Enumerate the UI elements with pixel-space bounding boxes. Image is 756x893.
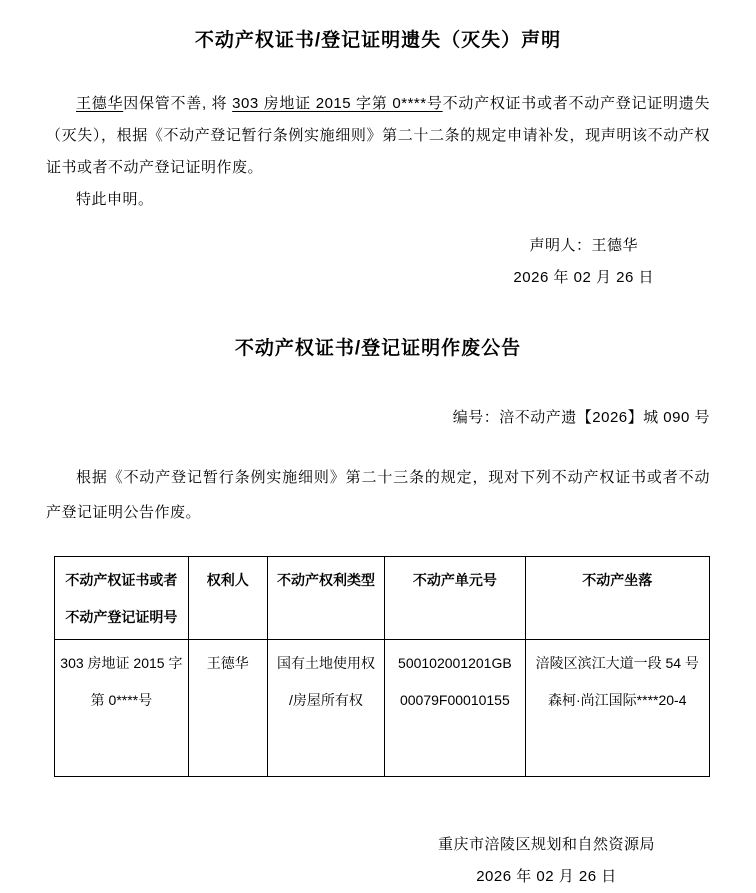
issuer-name: 重庆市涪陵区规划和自然资源局 (437, 836, 655, 853)
cell-line: 303 房地证 2015 字 (60, 655, 183, 671)
declaration-paragraph (46, 88, 710, 184)
cell-unit-number (385, 640, 525, 777)
announcement-doc-number: 编号：涪不动产遗【2026】城 090 号 (452, 409, 710, 426)
cell-right-type (267, 640, 385, 777)
cell-line: 森柯·尚江国际****20-4 (548, 692, 687, 708)
header-line: 不动产权利类型 (276, 572, 375, 588)
declaration-title: 不动产权证书/登记证明遗失（灭失）声明 (194, 30, 562, 51)
announcement-date: 2026 年 02 月 26 日 (476, 868, 617, 885)
header-right-holder (188, 557, 267, 640)
declaration-text-mid: 因保管不善, 将 (123, 95, 233, 112)
header-certificate-number (55, 557, 189, 640)
header-line: 不动产坐落 (582, 572, 653, 588)
cell-line: 王德华 (206, 655, 249, 671)
cell-right-holder (188, 640, 267, 777)
declaration-closing: 特此申明。 (76, 191, 154, 208)
header-line: 不动产登记证明号 (65, 609, 178, 625)
issuer-signature-block (438, 829, 655, 893)
header-line: 不动产单元号 (412, 572, 497, 588)
declaration-signature-block (513, 230, 654, 294)
cell-line: 第 0****号 (90, 692, 153, 708)
cell-location (525, 640, 709, 777)
cell-line: /房屋所有权 (289, 692, 363, 708)
cell-line: 国有土地使用权 (276, 655, 375, 671)
header-unit-number (385, 557, 525, 640)
declarant-name-underlined: 王德华 (76, 95, 124, 112)
header-location (525, 557, 709, 640)
table-data-row (55, 640, 710, 777)
cell-line: 500102001201GB (398, 655, 512, 671)
cancellation-table (54, 556, 710, 777)
cell-line: 涪陵区滨江大道一段 54 号 (535, 655, 699, 671)
document-page (0, 28, 756, 885)
header-line: 不动产权证书或者 (65, 572, 178, 588)
header-line: 权利人 (206, 572, 249, 588)
cell-certificate-number (55, 640, 189, 777)
declaration-text-rest: 不动产权证书或者不动产登记证明遗失（灭失），根据《不动产登记暂行条例实施细则》第二十二条的规定申请补发，现声明该不动产权证书或者不动产登记证明作废。 (46, 95, 710, 176)
declaration-date: 2026 年 02 月 26 日 (513, 269, 654, 286)
declarant-signature: 声明人：王德华 (529, 237, 638, 254)
certificate-number-underlined: 303 房地证 2015 字第 0****号 (232, 95, 443, 112)
table-header-row (55, 557, 710, 640)
cell-line: 00079F00010155 (399, 692, 510, 708)
announcement-title: 不动产权证书/登记证明作废公告 (234, 338, 522, 359)
announcement-paragraph: 根据《不动产登记暂行条例实施细则》第二十三条的规定，现对下列不动产权证书或者不动产登记证明公告作废。 (46, 469, 710, 521)
header-right-type (267, 557, 385, 640)
